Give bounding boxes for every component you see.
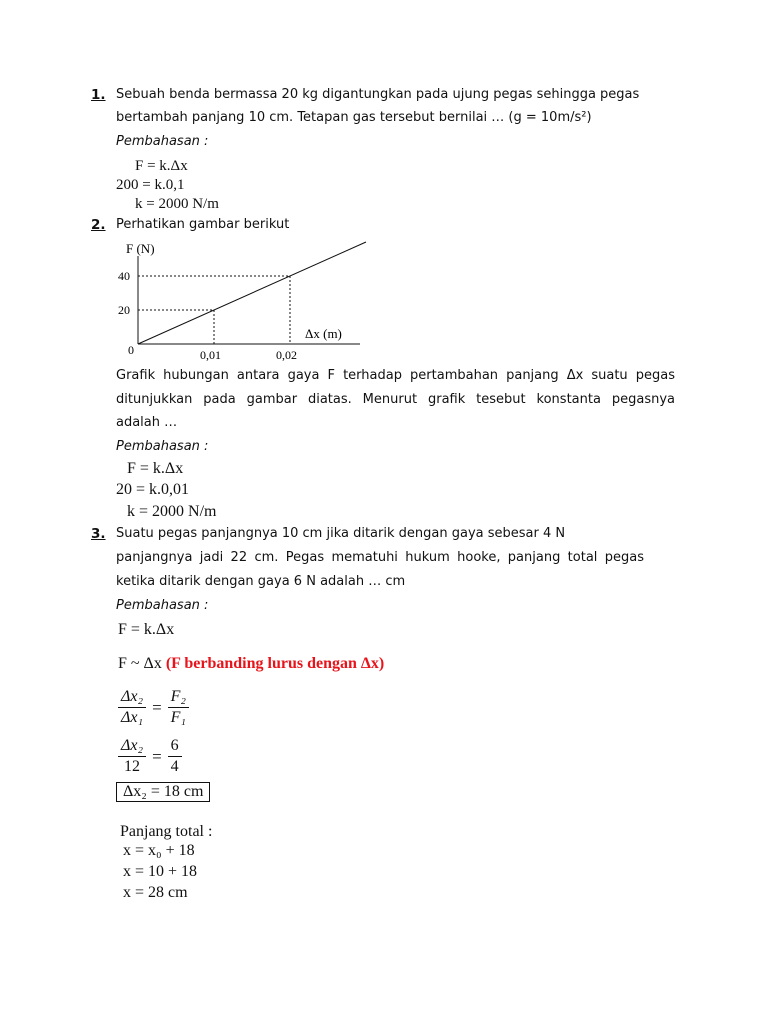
question-text-line: ketika ditarik dengan gaya 6 N adalah … cm bbox=[116, 574, 406, 589]
fraction-numerator: Δx₂ bbox=[118, 688, 146, 708]
fraction-numerator: F₂ bbox=[168, 688, 189, 708]
fraction-denominator: F₁ bbox=[170, 709, 186, 726]
y-tick-label: 40 bbox=[118, 269, 130, 283]
question-text-line: Suatu pegas panjangnya 10 cm jika ditarik dengan gaya sebesar 4 N bbox=[116, 526, 566, 541]
proportional-equation: F ~ Δx bbox=[118, 655, 162, 672]
equation-line: F = k.Δx bbox=[118, 621, 175, 638]
question-number: 1. bbox=[91, 87, 106, 103]
discussion-label: Pembahasan : bbox=[116, 598, 209, 613]
discussion-label: Pembahasan : bbox=[116, 134, 209, 149]
question-text-line: Grafik hubungan antara gaya F terhadap pertambahan panjang Δx suatu pegas bbox=[116, 368, 675, 383]
question-text-line: Sebuah benda bermassa 20 kg digantungkan pada ujung pegas sehingga pegas bbox=[116, 87, 640, 102]
question-text-line: panjangnya jadi 22 cm. Pegas mematuhi hukum hooke, panjang total pegas bbox=[116, 550, 644, 565]
question-number: 2. bbox=[91, 217, 106, 233]
fraction-delta-x bbox=[118, 737, 146, 776]
total-length-line: x = x₀ + 18 bbox=[123, 842, 195, 859]
fraction-numerator: 6 bbox=[168, 737, 182, 757]
solution-line: k = 2000 N/m bbox=[135, 196, 219, 212]
discussion-label: Pembahasan : bbox=[116, 439, 209, 454]
question-text-line: ditunjukkan pada gambar diatas. Menurut grafik tesebut konstanta pegasnya bbox=[116, 392, 675, 407]
fraction-denominator: 4 bbox=[170, 758, 179, 775]
x-tick-label: 0,01 bbox=[200, 348, 221, 362]
solution-line: F = k.Δx bbox=[127, 460, 184, 477]
fraction-delta-x bbox=[118, 688, 146, 727]
result-box: Δx₂ = 18 cm bbox=[116, 782, 210, 802]
question-text-line: adalah … bbox=[116, 415, 178, 430]
y-tick-label: 20 bbox=[118, 303, 130, 317]
ratio-equation-2 bbox=[118, 737, 182, 776]
total-length-label: Panjang total : bbox=[120, 823, 213, 840]
force-extension-graph bbox=[110, 238, 370, 368]
total-length-line: x = 10 + 18 bbox=[123, 863, 198, 880]
fraction-force bbox=[168, 688, 189, 727]
x-tick-label: 0 bbox=[128, 343, 134, 357]
x-tick-label: 0,02 bbox=[276, 348, 297, 362]
solution-line: F = k.Δx bbox=[135, 158, 188, 174]
solution-line: 20 = k.0,01 bbox=[116, 481, 190, 498]
equals-sign: = bbox=[152, 746, 162, 766]
fraction-denominator: 12 bbox=[124, 758, 141, 775]
y-axis-label: F (N) bbox=[126, 241, 155, 256]
ratio-equation-1 bbox=[118, 688, 189, 727]
solution-line: 200 = k.0,1 bbox=[116, 177, 185, 193]
x-axis-label: Δx (m) bbox=[305, 326, 342, 341]
total-length-line: x = 28 cm bbox=[123, 884, 188, 901]
question-text-line: bertambah panjang 10 cm. Tetapan gas tersebut bernilai … (g = 10m/s²) bbox=[116, 110, 592, 125]
fraction-numerator: Δx₂ bbox=[118, 737, 146, 757]
question-number: 3. bbox=[91, 526, 106, 542]
equals-sign: = bbox=[152, 697, 162, 717]
proportional-line bbox=[118, 655, 384, 673]
proportional-note: (F berbanding lurus dengan Δx) bbox=[165, 655, 385, 672]
question-text-line: Perhatikan gambar berikut bbox=[116, 217, 290, 232]
solution-line: k = 2000 N/m bbox=[127, 503, 217, 520]
fraction-denominator: Δx₁ bbox=[121, 709, 144, 726]
fraction-force bbox=[168, 737, 182, 776]
